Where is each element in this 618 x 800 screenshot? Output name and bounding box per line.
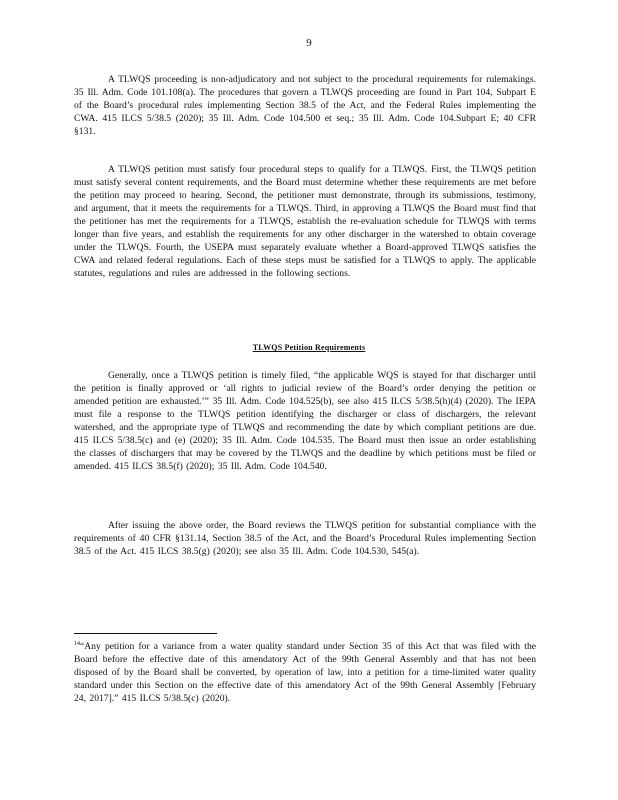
- footnote-divider: [74, 633, 217, 634]
- section-heading: [0, 343, 618, 352]
- footnote-text: “Any petition for a variance from a water quality standard under Section 35 of this Act that was filed with the Board before the effective date of this amendatory Act of the 99th General Assembly and that has not been disposed of by the Board shall be converted, by operation of law, into a petition for a time-limited water quality standard under this Section on the effective date of this amendatory Act of the 99th General Assembly [February 24, 2017].” 415 ILCS 5/38.5(c) (2020).: [74, 641, 536, 704]
- footnote-marker: 14: [74, 640, 80, 647]
- page-number: 9: [306, 37, 312, 49]
- paragraph-petition-stay: Generally, once a TLWQS petition is timely filed, “the applicable WQS is stayed for that discharger until the petition is finally approved or ‘all rights to judicial review of the Board’s order denying the petition or amended petition are exhausted.’” 35 Ill. Adm. Code 104.525(b), see also 415 ILCS 5/38.5(h)(4) (2020). The IEPA must file a response to the TLWQS petition identifying the discharger or class of dischargers, the relevant watershed, and the appropriate type of TLWQS and recommending the date by which compliant petitions are due. 415 ILCS 5/38.5(c) and (e) (2020); 35 Ill. Adm. Code 104.535. The Board must then issue an order establishing the classes of dischargers that may be covered by the TLWQS and the deadline by which petitions must be filed or amended. 415 ILCS 38.5(f) (2020); 35 Ill. Adm. Code 104.540.: [74, 370, 536, 472]
- paragraph-proceeding-nature: A TLWQS proceeding is non-adjudicatory and not subject to the procedural requirements for rulemakings. 35 Ill. Adm. Code 101.108(a). The procedures that govern a TLWQS proceeding are found in Part 104, Subpart E of the Board’s procedural rules implementing Section 38.5 of the Act, and the Federal Rules implementing the CWA. 415 ILCS 5/38.5 (2020); 35 Ill. Adm. Code 104.500 et seq.; 35 Ill. Adm. Code 104.Subpart E; 40 CFR §131.: [74, 74, 536, 137]
- section-heading-text: TLWQS Petition Requirements: [252, 343, 366, 352]
- paragraph-procedural-steps: A TLWQS petition must satisfy four procedural steps to qualify for a TLWQS. First, the TLWQS petition must satisfy several content requirements, and the Board must determine whether these requirements are met before the petition may proceed to hearing. Second, the petitioner must demonstrate, through its submissions, testimony, and argument, that it meets the requirements for a TLWQS. Third, in approving a TLWQS the Board must find that the petitioner has met the requirements for a TLWQS, establish the re-evaluation schedule for TLWQS with terms longer than five years, and establish the requirements for any other discharger in the watershed to obtain coverage under the TLWQS. Fourth, the USEPA must separately evaluate whether a Board-approved TLWQS satisfies the CWA and related federal regulations. Each of these steps must be satisfied for a TLWQS to apply. The applicable statutes, regulations and rules are addressed in the following sections.: [74, 164, 536, 279]
- paragraph-board-review: After issuing the above order, the Board reviews the TLWQS petition for substantial compliance with the requirements of 40 CFR §131.14, Section 38.5 of the Act, and the Board’s Procedural Rules implementing Section 38.5 of the Act. 415 ILCS 38.5(g) (2020); see also 35 Ill. Adm. Code 104.530, 545(a).: [74, 520, 536, 557]
- footnote: [74, 640, 536, 705]
